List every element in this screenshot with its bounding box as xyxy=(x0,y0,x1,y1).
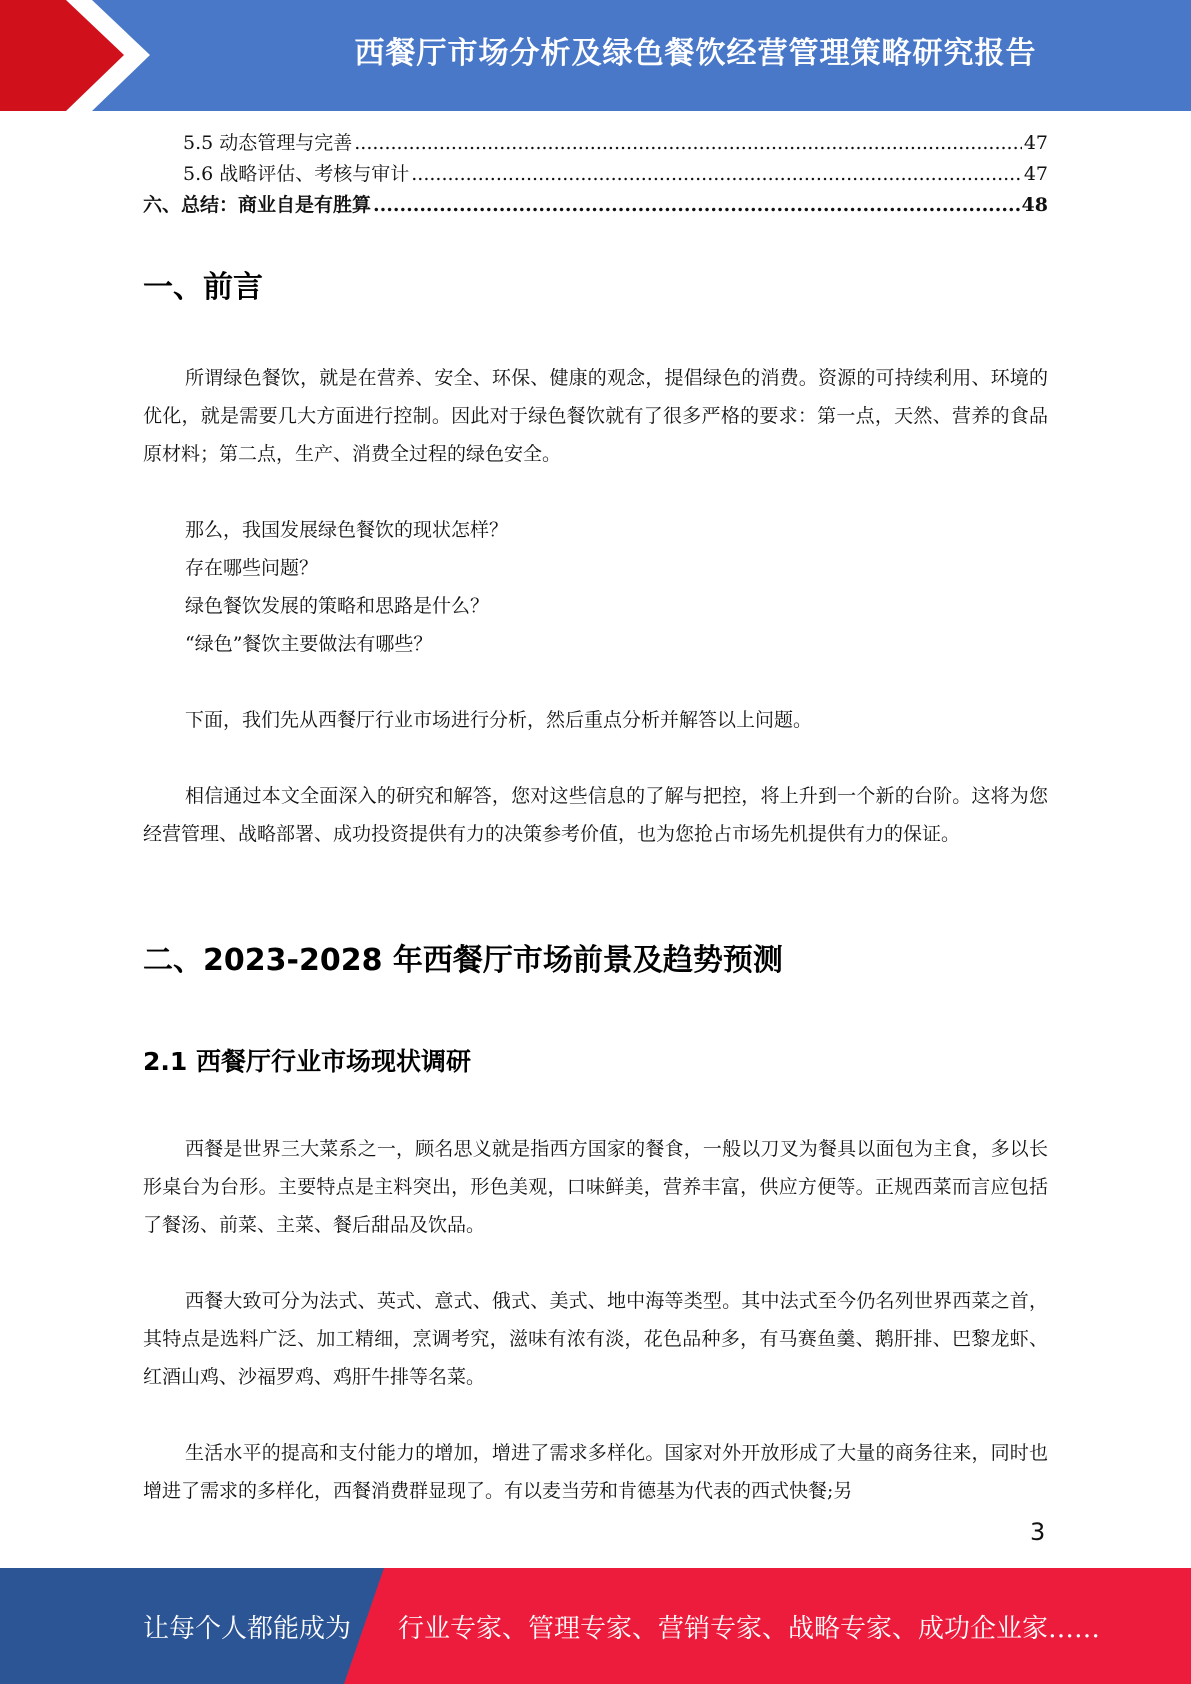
header-banner xyxy=(0,0,1191,111)
toc-page: 47 xyxy=(1023,132,1048,154)
toc-leader xyxy=(373,190,1020,221)
footer-slogan-left: 让每个人都能成为 xyxy=(143,1613,352,1644)
toc-label: 5.6 战略评估、考核与审计 xyxy=(183,163,410,185)
paragraph: 所谓绿色餐饮，就是在营养、安全、环保、健康的观念，提倡绿色的消费。资源的可持续利用、环境的优化，就是需要几大方面进行控制。因此对于绿色餐饮就有了很多严格的要求：第一点，天然、营养的食品原材料；第二点，生产、消费全过程的绿色安全。 xyxy=(143,367,1048,465)
toc-entry[interactable] xyxy=(143,190,1048,221)
toc-label: 5.5 动态管理与完善 xyxy=(183,132,353,154)
footer-banner xyxy=(0,1568,1191,1684)
section-heading: 二、2023-2028 年西餐厅市场前景及趋势预测 xyxy=(143,943,783,978)
paragraph: 西餐是世界三大菜系之一，顾名思义就是指西方国家的餐食，一般以刀叉为餐具以面包为主食，多以长形桌台为台形。主要特点是主料突出，形色美观，口味鲜美，营养丰富，供应方便等。正规西菜而言应包括了餐汤、前菜、主菜、餐后甜品及饮品。 xyxy=(143,1138,1048,1236)
paragraph: 相信通过本文全面深入的研究和解答，您对这些信息的了解与把控，将上升到一个新的台阶。这将为您经营管理、战略部署、成功投资提供有力的决策参考价值，也为您抢占市场先机提供有力的保证。 xyxy=(143,785,1048,845)
paragraph: 下面，我们先从西餐厅行业市场进行分析，然后重点分析并解答以上问题。 xyxy=(185,709,813,731)
toc-entry[interactable] xyxy=(143,128,1048,159)
toc-entry[interactable] xyxy=(143,159,1048,190)
question-line: “绿色”餐饮主要做法有哪些？ xyxy=(185,633,433,655)
subsection-heading: 2.1 西餐厅行业市场现状调研 xyxy=(143,1047,471,1076)
question-line: 那么，我国发展绿色餐饮的现状怎样？ xyxy=(185,519,509,541)
paragraph: 西餐大致可分为法式、英式、意式、俄式、美式、地中海等类型。其中法式至今仍名列世界西菜之首，其特点是选料广泛、加工精细，烹调考究，滋味有浓有淡，花色品种多，有马赛鱼羹、鹅肝排、巴黎龙虾、红酒山鸡、沙福罗鸡、鸡肝牛排等名菜。 xyxy=(143,1290,1048,1388)
section-heading: 一、前言 xyxy=(143,270,263,305)
paragraph: 生活水平的提高和支付能力的增加，增进了需求多样化。国家对外开放形成了大量的商务往来，同时也增进了需求的多样化，西餐消费群显现了。有以麦当劳和肯德基为代表的西式快餐;另 xyxy=(143,1442,1048,1502)
report-title: 西餐厅市场分析及绿色餐饮经营管理策略研究报告 xyxy=(354,36,1037,71)
toc-label: 六、总结：商业自是有胜算 xyxy=(143,194,372,216)
question-line: 绿色餐饮发展的策略和思路是什么？ xyxy=(185,595,490,617)
toc-leader xyxy=(411,159,1022,190)
arrow-chevron-icon xyxy=(0,0,160,111)
toc-leader xyxy=(354,128,1022,159)
question-line: 存在哪些问题？ xyxy=(185,557,319,579)
toc-page: 47 xyxy=(1023,163,1048,185)
footer-slogan-right: 行业专家、管理专家、营销专家、战略专家、成功企业家…… xyxy=(398,1613,1101,1644)
page-number: 3 xyxy=(1030,1518,1046,1546)
toc xyxy=(143,128,1048,221)
toc-page: 48 xyxy=(1021,194,1048,216)
